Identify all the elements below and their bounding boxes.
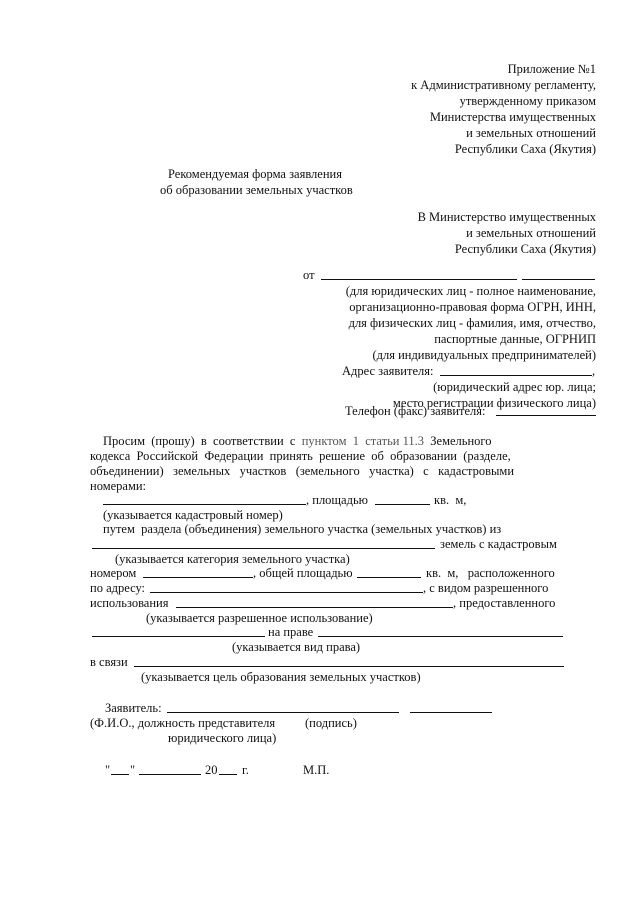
address-hint-2: место регистрации физического лица)	[392, 396, 596, 410]
request-text-a: Просим (прошу) в соответствии с	[103, 434, 302, 448]
cadastral-hint: (указывается кадастровый номер)	[103, 508, 283, 522]
address-label: по адресу:	[90, 581, 146, 595]
number-label: номером	[90, 566, 137, 580]
addressee-line-1: В Министерство имущественных	[417, 210, 596, 224]
area-label: , площадью	[306, 493, 368, 507]
reason-field[interactable]	[134, 655, 564, 667]
signature-hint: (подпись)	[305, 716, 357, 730]
use-label: использования	[90, 596, 169, 610]
annex-line-5: и земельных отношений	[466, 126, 596, 140]
date-close-quote: "	[130, 763, 136, 777]
annex-line-4: Министерства имущественных	[429, 110, 596, 124]
date-open-quote: "	[105, 763, 111, 777]
right-type-field[interactable]	[318, 625, 563, 637]
total-area-label: , общей площадью	[253, 566, 353, 580]
total-area-field[interactable]	[357, 566, 421, 578]
annex-line-2: к Административному регламенту,	[411, 78, 596, 92]
addressee-line-2: и земельных отношений	[466, 226, 596, 240]
stamp-label: М.П.	[303, 763, 330, 777]
provided-label: , предоставленного	[453, 596, 556, 610]
date-year-suffix: г.	[242, 763, 249, 777]
cadastral-number-field[interactable]	[103, 493, 306, 505]
from-hint-2: организационно-правовая форма ОГРН, ИНН,	[349, 300, 596, 314]
purpose-hint: (указывается цель образования земельных участков)	[141, 670, 421, 684]
from-hint-4: паспортные данные, ОГРНИП	[434, 332, 596, 346]
date-day-field[interactable]	[111, 763, 129, 775]
phone-label: Телефон (факс) заявителя:	[345, 404, 486, 418]
addressee-line-3: Республики Саха (Якутия)	[454, 242, 596, 256]
date-year-field[interactable]	[219, 763, 237, 775]
form-title-line-2: об образовании земельных участков	[160, 183, 353, 197]
permitted-use-field[interactable]	[176, 596, 453, 608]
reason-label: в связи	[90, 655, 128, 669]
address-comma: ,	[592, 364, 596, 378]
from-label: от	[303, 268, 315, 282]
area-unit: кв. м,	[434, 493, 467, 507]
request-line-2: кодекса Российской Федерации принять решение об образовании (разделе,	[90, 449, 511, 463]
division-text: путем раздела (объединения) земельного участка (земельных участков) из	[103, 522, 502, 536]
from-hint-1: (для юридических лиц - полное наименование,	[345, 284, 596, 298]
lands-category-field[interactable]	[92, 537, 435, 549]
applicant-signature-label: Заявитель:	[105, 701, 162, 715]
number-field[interactable]	[143, 566, 253, 578]
position-hint-2: юридического лица)	[168, 731, 277, 745]
annex-line-6: Республики Саха (Якутия)	[454, 142, 596, 156]
from-hint-5: (для индивидуальных предпринимателей)	[372, 348, 596, 362]
category-hint: (указывается категория земельного участка)	[115, 552, 350, 566]
request-line-3: объединении) земельных участков (земельного участка) с кадастровыми	[90, 464, 515, 478]
land-address-field[interactable]	[150, 581, 423, 593]
right-label: на праве	[268, 625, 314, 639]
article-link[interactable]: пунктом 1 статьи 11.3	[301, 434, 425, 448]
applicant-name-field[interactable]	[167, 701, 399, 713]
from-field-1[interactable]	[321, 268, 517, 280]
signature-field[interactable]	[410, 701, 492, 713]
from-hint-3: для физических лиц - фамилия, имя, отчество,	[348, 316, 596, 330]
applicant-address-field[interactable]	[440, 364, 592, 376]
area-field[interactable]	[375, 493, 430, 505]
right-hint: (указывается вид права)	[232, 640, 361, 654]
located-label: кв. м, расположенного	[426, 566, 555, 580]
from-field-2[interactable]	[522, 268, 595, 280]
date-month-field[interactable]	[139, 763, 201, 775]
permitted-use-hint: (указывается разрешенное использование)	[146, 611, 373, 625]
lands-cadastral-label: земель с кадастровым	[440, 537, 557, 551]
request-line-4: номерами:	[90, 479, 147, 493]
address-hint-1: (юридический адрес юр. лица;	[433, 380, 596, 394]
request-line-1	[103, 434, 491, 449]
applicant-address-label: Адрес заявителя:	[342, 364, 434, 378]
annex-line-1: Приложение №1	[507, 62, 596, 76]
request-text-b: Земельного	[424, 434, 492, 448]
phone-field[interactable]	[496, 404, 596, 416]
date-year-prefix: 20	[205, 763, 218, 777]
annex-line-3: утвержденному приказом	[459, 94, 596, 108]
permitted-use-label: , с видом разрешенного	[423, 581, 549, 595]
position-hint-1: (Ф.И.О., должность представителя	[90, 716, 276, 730]
form-title-line-1: Рекомендуемая форма заявления	[168, 167, 342, 181]
right-holder-field[interactable]	[92, 625, 265, 637]
